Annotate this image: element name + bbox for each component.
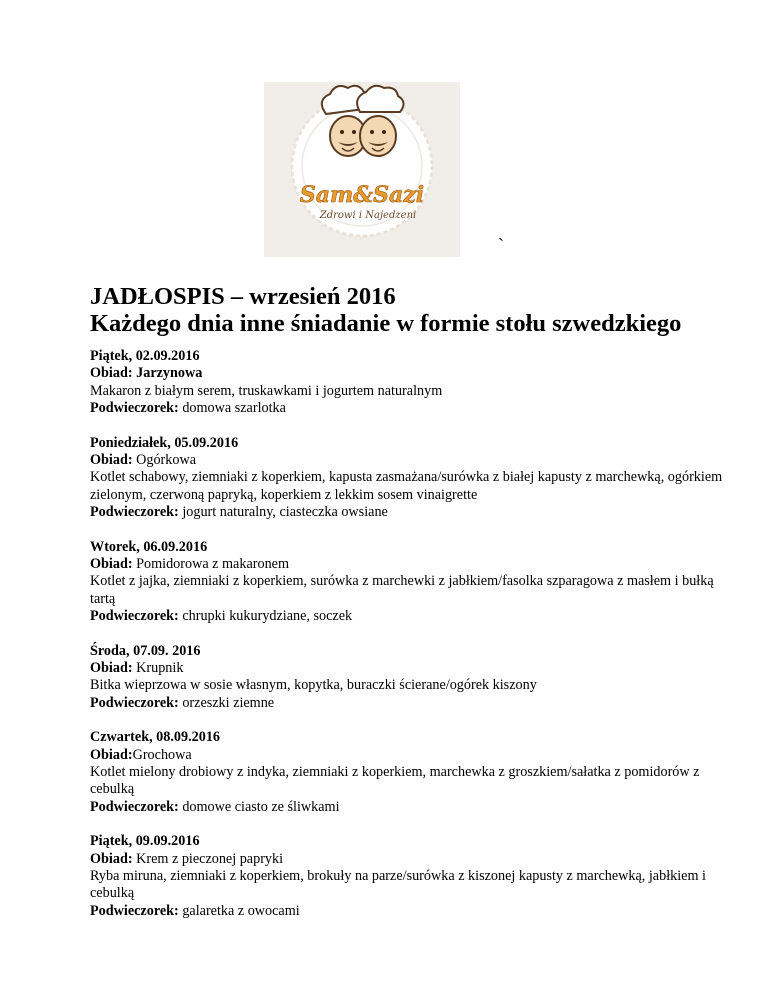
lunch-label: Obiad: [90,850,133,867]
day-date: Poniedziałek, 05.09.2016 [90,434,239,451]
soup-name: Grochowa [132,746,192,763]
day-entry [90,435,730,521]
lunch-line [90,365,730,382]
logo-tagline-text: Zdrowi i Najedzeni [319,210,417,221]
logo-graphic [264,82,460,257]
lunch-label: Obiad: [90,659,133,676]
soup-name: Jarzynowa [132,365,203,382]
main-dish: Kotlet mielony drobiowy z indyka, ziemniaki z koperkiem, marchewka z groszkiem/sałatka z pomidorów z cebulką [90,763,700,798]
snack-label: Podwieczorek: [90,503,179,520]
snack-label: Podwieczorek: [90,607,179,624]
day-date: Piątek, 02.09.2016 [90,348,200,364]
lunch-line [90,452,730,469]
lunch-label: Obiad: [90,365,133,382]
main-dish: Kotlet schabowy, ziemniaki z koperkiem, kapusta zasmażana/surówka z białej kapusty z marchewką, ogórkiem zielonym, czerwoną papryką, koperkiem z lekkim sosem vinaigrette [90,469,723,503]
title-line-1: JADŁOSPIS – wrzesień 2016 [90,283,396,310]
soup-name: Krem z pieczonej papryki [132,850,284,867]
snack-line [90,400,730,417]
day-date: Wtorek, 06.09.2016 [90,538,208,555]
page-title [90,283,730,337]
day-entry [90,643,730,712]
snack-name: galaretka z owocami [178,902,300,919]
logo [264,82,460,257]
lunch-line [90,556,730,573]
snack-name: domowe ciasto ze śliwkami [178,798,340,815]
day-date: Czwartek, 08.09.2016 [90,729,221,746]
lunch-label: Obiad: [90,451,133,468]
lunch-label: Obiad: [90,555,133,572]
snack-name: domowa szarlotka [178,399,286,416]
snack-label: Podwieczorek: [90,399,179,416]
main-dish: Bitka wieprzowa w sosie własnym, kopytka, buraczki ścierane/ogórek kiszony [90,677,537,694]
day-date: Środa, 07.09. 2016 [90,642,201,659]
snack-line [90,903,730,920]
main-dish: Kotlet z jajka, ziemniaki z koperkiem, surówka z marchewki z jabłkiem/fasolka szparagowa z masłem i bułką tartą [90,573,714,607]
snack-name: chrupki kukurydziane, soczek [178,607,353,624]
main-dish: Ryba miruna, ziemniaki z koperkiem, brokuły na parze/surówka z kiszonej kapusty z marchewką, jabłkiem i cebulką [90,867,706,902]
snack-label: Podwieczorek: [90,694,179,711]
snack-label: Podwieczorek: [90,902,179,919]
menu-list [90,348,730,937]
snack-name: jogurt naturalny, ciasteczka owsiane [178,503,388,520]
soup-name: Pomidorowa z makaronem [132,555,289,572]
snack-line [90,799,730,816]
stray-mark: ` [498,235,504,255]
day-entry [90,348,730,417]
lunch-line [90,660,730,677]
lunch-label: Obiad: [90,746,133,763]
lunch-line [90,851,730,868]
title-line-2: Każdego dnia inne śniadanie w formie stołu szwedzkiego [90,310,682,337]
day-entry [90,729,730,815]
snack-line [90,504,730,521]
day-entry [90,833,730,919]
main-dish: Makaron z białym serem, truskawkami i jogurtem naturalnym [90,382,443,399]
snack-line [90,608,730,625]
logo-brand-text: Sam&Sazi [299,182,425,208]
day-date: Piątek, 09.09.2016 [90,833,200,850]
day-entry [90,539,730,625]
soup-name: Ogórkowa [132,451,197,468]
snack-line [90,695,730,712]
snack-name: orzeszki ziemne [178,694,275,711]
soup-name: Krupnik [132,659,184,676]
lunch-line [90,747,730,764]
snack-label: Podwieczorek: [90,798,179,815]
